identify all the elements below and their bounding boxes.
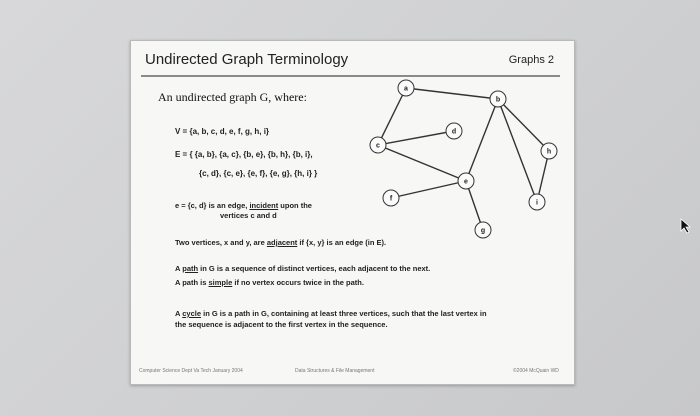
- simple-post: if no vertex occurs twice in the path.: [234, 278, 364, 287]
- graph-edge-b-i: [495, 96, 537, 202]
- graph-vertex-b: [490, 91, 506, 107]
- vertex-label-a: a: [404, 85, 408, 93]
- mouse-cursor-icon: [680, 218, 692, 234]
- cycle-definition-line2: the sequence is adjacent to the first vertex in the sequence.: [175, 320, 388, 329]
- intro-text: An undirected graph G, where:: [158, 90, 307, 104]
- term-incident: incident: [249, 201, 279, 210]
- simple-pre: A path is: [175, 278, 207, 287]
- graph-vertex-h: [541, 143, 557, 159]
- vertex-label-h: h: [546, 148, 552, 156]
- vertex-set: V = {a, b, c, d, e, f, g, h, i}: [175, 127, 270, 136]
- vertex-label-i: i: [536, 199, 538, 207]
- graph-vertex-a: [398, 80, 414, 96]
- vertex-label-f: f: [389, 195, 393, 203]
- term-adjacent: adjacent: [266, 238, 298, 247]
- term-simple: simple: [208, 278, 233, 287]
- vertex-label-c: c: [376, 142, 380, 150]
- path-pre: A: [175, 264, 181, 273]
- edge-example-line2: vertices c and d: [220, 211, 277, 220]
- footer-right: ©2004 McQuain WD: [513, 368, 559, 374]
- path-post: in G is a sequence of distinct vertices, each adjacent to the next.: [200, 264, 431, 273]
- edge-set-line1: E = { {a, b}, {a, c}, {b, e}, {b, h}, {b, i},: [175, 150, 313, 159]
- vertex-label-d: d: [451, 128, 457, 136]
- cycle-pre: A: [175, 309, 181, 318]
- graph-edge-a-b: [404, 85, 498, 99]
- vertex-label-g: g: [480, 227, 486, 235]
- footer-center: Data Structures & File Management: [295, 368, 375, 374]
- graph-vertex-c: [370, 137, 386, 153]
- edge-example-pre: is an edge,: [208, 201, 248, 210]
- edge-set-line2: {c, d}, {c, e}, {e, f}, {e, g}, {h, i} }: [199, 169, 318, 178]
- vertex-label-e: e: [464, 178, 468, 186]
- slide: [130, 40, 575, 385]
- graph-diagram: [131, 41, 574, 384]
- graph-vertex-d: [446, 123, 462, 139]
- section-tag: Graphs 2: [508, 54, 554, 66]
- slide-title: Undirected Graph Terminology: [145, 51, 349, 68]
- graph-vertex-i: [529, 194, 545, 210]
- graph-edge-e-f: [391, 178, 468, 198]
- vertex-label-b: b: [495, 96, 501, 104]
- term-path: path: [182, 264, 199, 273]
- edge-example-expr: e = {c, d}: [175, 201, 207, 210]
- adjacent-post: if {x, y} is an edge (in E).: [299, 238, 387, 247]
- term-cycle: cycle: [182, 309, 202, 318]
- edge-example-post: upon the: [280, 201, 312, 210]
- cycle-post: in G is a path in G, containing at least three vertices, such that the last vertex in: [203, 309, 487, 318]
- graph-vertex-g: [475, 222, 491, 238]
- graph-vertex-f: [383, 190, 399, 206]
- graph-vertex-e: [458, 173, 474, 189]
- graph-edge-c-d: [378, 128, 457, 145]
- graph-edge-b-h: [495, 96, 549, 151]
- graph-edge-b-e: [466, 96, 501, 181]
- footer-left: Computer Science Dept Va Tech January 2004: [139, 368, 243, 374]
- adjacent-pre: Two vertices, x and y, are: [175, 238, 265, 247]
- graph-edge-c-e: [376, 142, 466, 181]
- graph-edge-a-c: [378, 85, 408, 145]
